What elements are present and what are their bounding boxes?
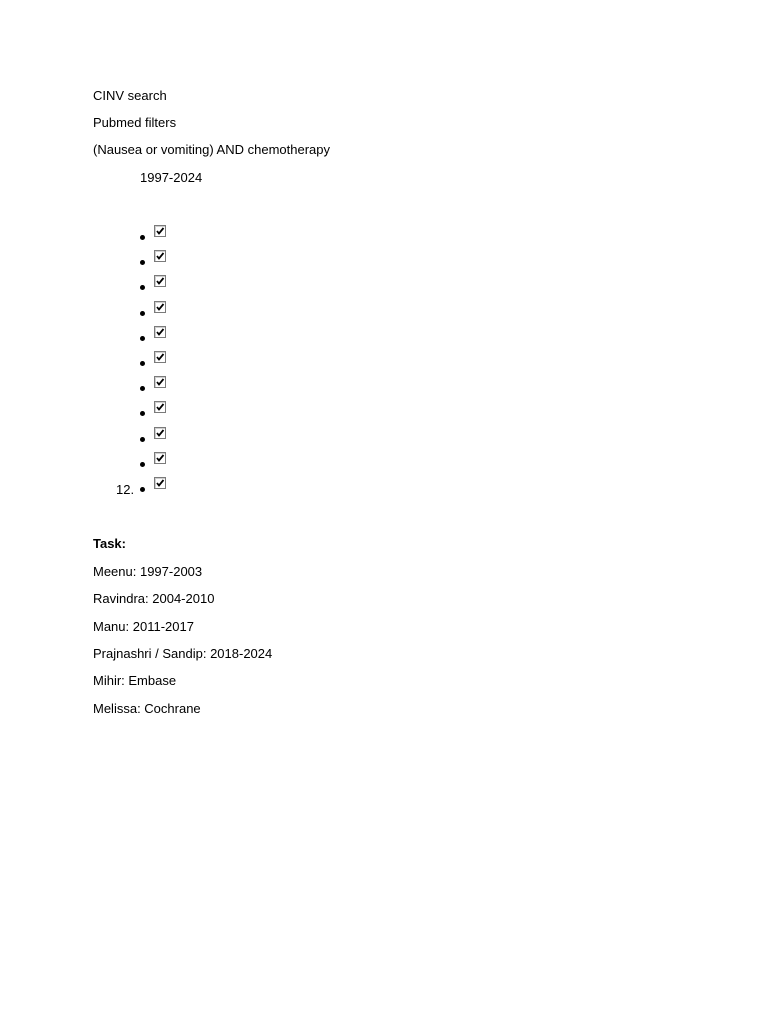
search-query: (Nausea or vomiting) AND chemotherapy bbox=[93, 142, 330, 157]
checkmark-icon bbox=[155, 251, 165, 261]
task-assignment: Melissa: Cochrane bbox=[93, 701, 201, 716]
bullet-icon bbox=[140, 361, 145, 366]
checkmark-icon bbox=[155, 478, 165, 488]
checkbox[interactable] bbox=[154, 427, 166, 439]
checkmark-icon bbox=[155, 402, 165, 412]
bullet-icon bbox=[140, 235, 145, 240]
bullet-icon bbox=[140, 386, 145, 391]
checkbox[interactable] bbox=[154, 275, 166, 287]
checkmark-icon bbox=[155, 352, 165, 362]
checkbox[interactable] bbox=[154, 326, 166, 338]
checkmark-icon bbox=[155, 327, 165, 337]
checklist-item bbox=[0, 273, 300, 293]
checkbox[interactable] bbox=[154, 376, 166, 388]
item-number: 12. bbox=[116, 482, 135, 497]
checklist-item bbox=[0, 425, 300, 445]
checkbox[interactable] bbox=[154, 301, 166, 313]
task-heading: Task: bbox=[93, 536, 126, 551]
document-title: CINV search bbox=[93, 88, 167, 103]
checkmark-icon bbox=[155, 276, 165, 286]
checkmark-icon bbox=[155, 428, 165, 438]
checkmark-icon bbox=[155, 453, 165, 463]
checklist-item bbox=[0, 223, 300, 243]
checklist-item bbox=[0, 324, 300, 344]
bullet-icon bbox=[140, 462, 145, 467]
checklist-item bbox=[0, 450, 300, 470]
task-assignment: Ravindra: 2004-2010 bbox=[93, 591, 215, 606]
date-range: 1997-2024 bbox=[140, 170, 203, 185]
filters-heading: Pubmed filters bbox=[93, 115, 177, 130]
checklist-item bbox=[0, 248, 300, 268]
bullet-icon bbox=[140, 437, 145, 442]
checklist-item bbox=[0, 349, 300, 369]
bullet-icon bbox=[140, 311, 145, 316]
bullet-icon bbox=[140, 260, 145, 265]
checkbox[interactable] bbox=[154, 401, 166, 413]
checklist-item bbox=[0, 299, 300, 319]
checkmark-icon bbox=[155, 226, 165, 236]
bullet-icon bbox=[140, 285, 145, 290]
bullet-icon bbox=[140, 336, 145, 341]
task-assignment: Manu: 2011-2017 bbox=[93, 619, 194, 634]
checkbox[interactable] bbox=[154, 225, 166, 237]
bullet-icon bbox=[140, 411, 145, 416]
checklist-item bbox=[0, 399, 300, 419]
task-assignment: Prajnashri / Sandip: 2018-2024 bbox=[93, 646, 273, 661]
bullet-icon bbox=[140, 487, 145, 492]
checkmark-icon bbox=[155, 302, 165, 312]
checkbox[interactable] bbox=[154, 452, 166, 464]
checkbox[interactable] bbox=[154, 351, 166, 363]
task-assignment: Mihir: Embase bbox=[93, 673, 177, 688]
checkbox[interactable] bbox=[154, 477, 166, 489]
checklist-item bbox=[0, 475, 300, 495]
task-assignment: Meenu: 1997-2003 bbox=[93, 564, 203, 579]
checkbox[interactable] bbox=[154, 250, 166, 262]
checkmark-icon bbox=[155, 377, 165, 387]
checklist-item bbox=[0, 374, 300, 394]
